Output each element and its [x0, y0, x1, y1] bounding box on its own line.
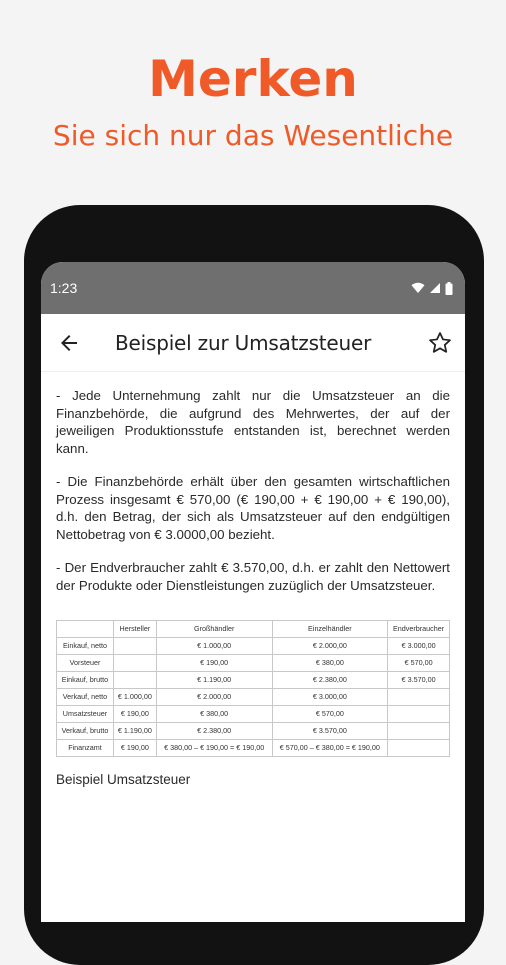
table-cell: € 380,00 – € 190,00 = € 190,00 [156, 740, 272, 757]
table-cell: Verkauf, netto [57, 689, 114, 706]
tax-table [56, 620, 450, 757]
promo-subtitle: Sie sich nur das Wesentliche [52, 119, 454, 152]
table-cell: € 2.000,00 [156, 689, 272, 706]
paragraph-1: - Jede Unternehmung zahlt nur die Umsatzsteuer an die Finanzbehörde, die aufgrund des Mehrwertes, der auf der jeweiligen Produktionsstufe entstanden ist, berechnet werden kann. [56, 388, 450, 456]
table-cell: Einkauf, brutto [57, 672, 114, 689]
table-cell: Umsatzsteuer [57, 706, 114, 723]
article-content [41, 372, 465, 789]
table-row [57, 689, 450, 706]
tax-table-image[interactable] [56, 620, 450, 757]
table-cell: € 3.570,00 [388, 672, 450, 689]
table-cell: € 380,00 [156, 706, 272, 723]
table-cell: € 570,00 [388, 655, 450, 672]
table-cell [388, 706, 450, 723]
table-cell: € 570,00 – € 380,00 = € 190,00 [272, 740, 388, 757]
phone-screen [41, 262, 465, 922]
status-icons [411, 282, 453, 295]
table-cell: € 2.000,00 [272, 638, 388, 655]
cell-signal-icon [429, 282, 441, 294]
table-cell: € 1.190,00 [113, 723, 156, 740]
table-cell: Einkauf, netto [57, 638, 114, 655]
table-header-cell: Hersteller [113, 621, 156, 638]
table-cell: Finanzamt [57, 740, 114, 757]
table-row [57, 655, 450, 672]
battery-icon [445, 282, 453, 295]
table-cell: Vorsteuer [57, 655, 114, 672]
table-row [57, 638, 450, 655]
table-cell: € 190,00 [156, 655, 272, 672]
page-title: Beispiel zur Umsatzsteuer [115, 330, 372, 355]
table-cell: € 1.000,00 [156, 638, 272, 655]
table-row [57, 723, 450, 740]
status-bar [41, 262, 465, 314]
arrow-back-icon[interactable] [57, 331, 81, 355]
app-bar [41, 314, 465, 372]
table-cell: € 2.380,00 [272, 672, 388, 689]
table-cell: € 3.000,00 [388, 638, 450, 655]
table-cell: € 190,00 [113, 740, 156, 757]
table-cell [388, 740, 450, 757]
table-cell [388, 723, 450, 740]
table-header-cell: Endverbraucher [388, 621, 450, 638]
paragraph-3: - Der Endverbraucher zahlt € 3.570,00, d.h. er zahlt den Nettowert der Produkte oder Dienstleistungen zuzüglich der Umsatzsteuer. [56, 560, 450, 593]
table-cell: € 3.000,00 [272, 689, 388, 706]
table-cell: € 3.570,00 [272, 723, 388, 740]
table-cell: € 1.190,00 [156, 672, 272, 689]
table-cell: Verkauf, brutto [57, 723, 114, 740]
status-time: 1:23 [50, 280, 78, 296]
table-cell [113, 672, 156, 689]
table-header-cell: Einzelhändler [272, 621, 388, 638]
table-cell [113, 638, 156, 655]
table-cell [113, 655, 156, 672]
table-header-row [57, 621, 450, 638]
table-cell: € 190,00 [113, 706, 156, 723]
table-cell: € 1.000,00 [113, 689, 156, 706]
table-cell: € 380,00 [272, 655, 388, 672]
paragraph-2: - Die Finanzbehörde erhält über den gesamten wirtschaftlichen Prozess insgesamt € 570,00 (€ 190,00 + € 190,00 + € 190,00), d.h. den Betrag, der sich als Umsatzsteuer auf den endgültigen Nettobetrag von € 3.0000,00 bezieht. [56, 474, 450, 542]
table-caption: Beispiel Umsatzsteuer [56, 772, 191, 787]
table-cell [388, 689, 450, 706]
table-row [57, 672, 450, 689]
promo-title: Merken [148, 50, 358, 108]
table-header-cell [57, 621, 114, 638]
star-outline-icon[interactable] [427, 330, 453, 356]
table-cell: € 2.380,00 [156, 723, 272, 740]
table-row [57, 706, 450, 723]
table-row [57, 740, 450, 757]
table-header-cell: Großhändler [156, 621, 272, 638]
table-cell: € 570,00 [272, 706, 388, 723]
wifi-icon [411, 282, 425, 294]
